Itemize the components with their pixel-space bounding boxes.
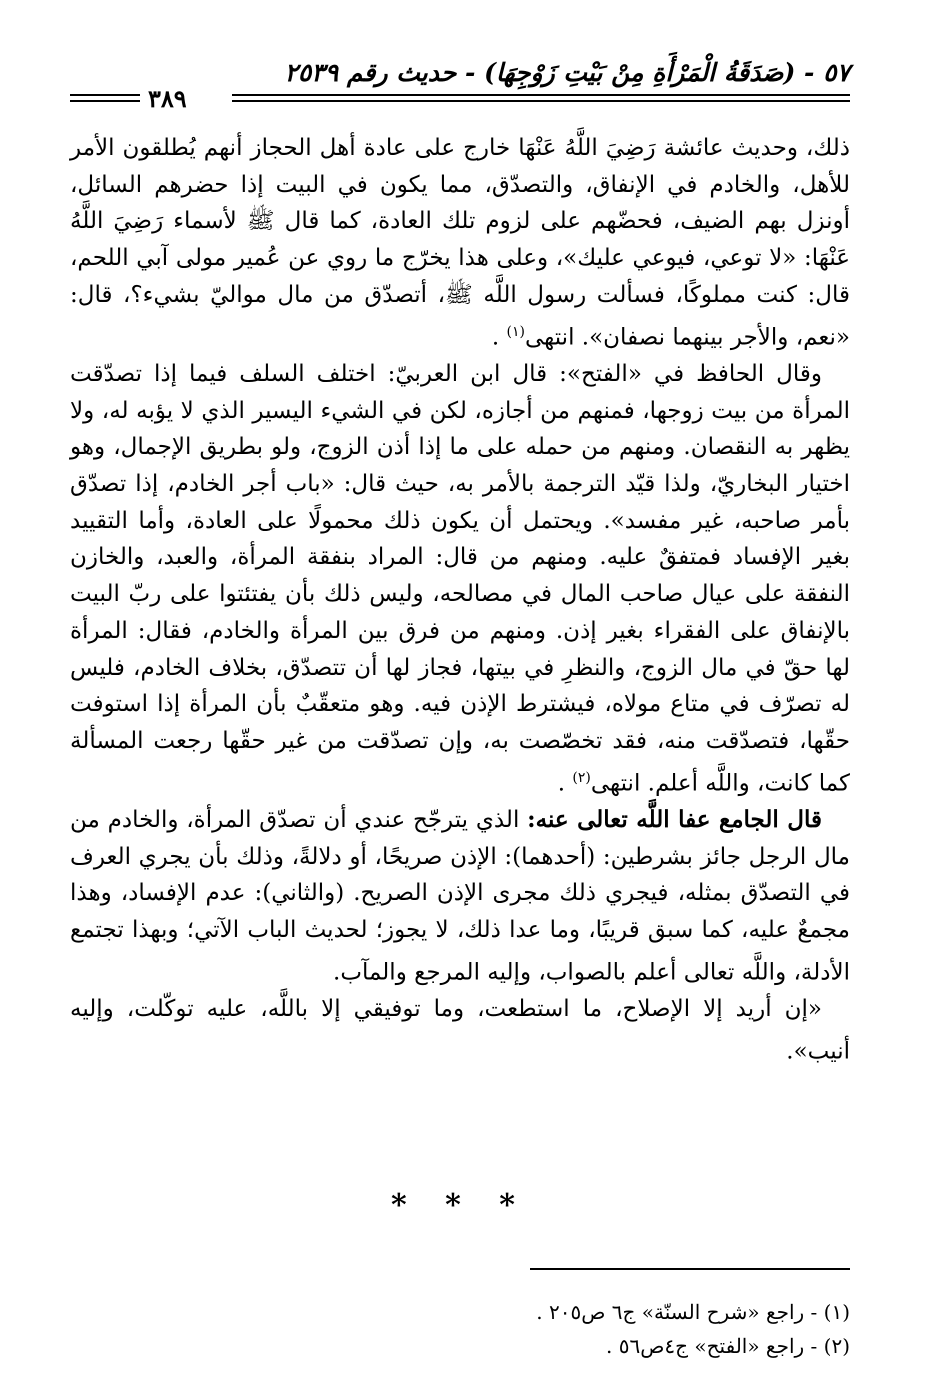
- running-header-title: ٥٧ - (صَدَقَةُ الْمَرْأَةِ مِنْ بَيْتِ زَوْجِهَا) - حديث رقم ٢٥٣٩: [284, 58, 850, 87]
- paragraph-tail: .: [491, 324, 507, 351]
- paragraph: [70, 356, 850, 802]
- footnote: (١) - راجع «شرح السنّة» ج٦ ص٢٠٥ .: [536, 1300, 850, 1324]
- paragraph-lead: قال الجامع عفا اللَّه تعالى عنه:: [527, 805, 822, 833]
- footnotes: [70, 1295, 850, 1363]
- footnote: (٢) - راجع «الفتح» ج٤ص٥٦ .: [605, 1334, 850, 1358]
- footnote-ref: (٢): [572, 769, 591, 786]
- section-separator: * * *: [391, 1188, 529, 1223]
- paragraph: [70, 130, 850, 356]
- paragraph: [70, 802, 850, 991]
- paragraph-tail: .: [557, 770, 573, 797]
- body-text: [70, 130, 850, 1070]
- footnote-rule: [530, 1268, 850, 1270]
- page-number: ٣٨٩: [148, 84, 187, 113]
- paragraph-text: الذي يترجّح عندي أن تصدّق المرأة، والخادم من مال الرجل جائز بشرطين: (أحدهما): الإذن صريحًا، أو دلالةً، وذلك بأن يجري العرف في التصدّق بمثله، فيجري ذلك مجرى الإذن الصريح. (والثاني): عدم الإفساد، وهذا مجمعٌ عليه، كما سبق قريبًا، وما عدا ذلك، لا يجوز؛ لحديث الباب الآتي؛ وبهذا تجتمع الأدلة، واللَّه تعالى أعلم بالصواب، وإليه المرجع والمآب.: [70, 806, 850, 986]
- paragraph-text: «إن أريد إلا الإصلاح، ما استطعت، وما توفيقي إلا باللَّه، عليه توكّلت، وإليه أنيب».: [70, 996, 850, 1065]
- footnote-ref: (١): [506, 323, 525, 340]
- header-rule: [232, 94, 850, 102]
- header-rule-short: [70, 94, 140, 102]
- paragraph-text: ذلك، وحديث عائشة رَضِيَ اللَّهُ عَنْهَا خارج على عادة أهل الحجاز أنهم يُطلقون الأمر للأهل، والخادم في الإنفاق، والتصدّق، مما يكون في البيت إذا حضرهم السائل، أونزل بهم الضيف، فحضّهم على لزوم تلك العادة، كما قال ﷺ لأسماء رَضِيَ اللَّهُ عَنْهَا: «لا توعي، فيوعي عليك»، وعلى هذا يخرّج ما روي عن عُمير مولى آبي اللحم، قال: كنت مملوكًا، فسألت رسول اللَّه ﷺ، أتصدّق من مال مواليّ بشيء؟، قال: «نعم، والأجر بينهما نصفان». انتهى: [70, 135, 850, 351]
- paragraph: [70, 991, 850, 1070]
- paragraph-text: وقال الحافظ في «الفتح»: قال ابن العربيّ: اختلف السلف فيما إذا تصدّقت المرأة من بيت زوجها، فمنهم من أجازه، لكن في الشيء اليسير الذي لا يؤبه له، ولا يظهر به النقصان. ومنهم من حمله على ما إذا أذن الزوج، ولو بطريق الإجمال، وهو اختيار البخاريّ، ولذا قيّد الترجمة بالأمر به، حيث قال: «باب أجر الخادم، إذا تصدّق بأمر صاحبه، غير مفسد». ويحتمل أن يكون ذلك محمولًا على العادة، وأما التقييد بغير الإفساد فمتفقٌ عليه. ومنهم من قال: المراد بنفقة المرأة، والعبد، والخازن النفقة على عيال صاحب المال في مصالحه، وليس ذلك بأن يفتئتوا على ربّ البيت بالإنفاق على الفقراء بغير إذن. ومنهم من فرق بين المرأة والخادم، فقال: المرأة لها حقّ في مال الزوج، والنظرِ في بيتها، فجاز لها أن تتصدّق، بخلاف الخادم، فليس له تصرّف في متاع مولاه، فيشترط الإذن فيه. وهو متعقّبٌ بأن المرأة إذا استوفت حقّها، فتصدّقت منه، فقد تخصّصت به، وإن تصدّقت من غير حقّها رجعت المسألة كما كانت، واللَّه أعلم. انتهى: [70, 360, 850, 797]
